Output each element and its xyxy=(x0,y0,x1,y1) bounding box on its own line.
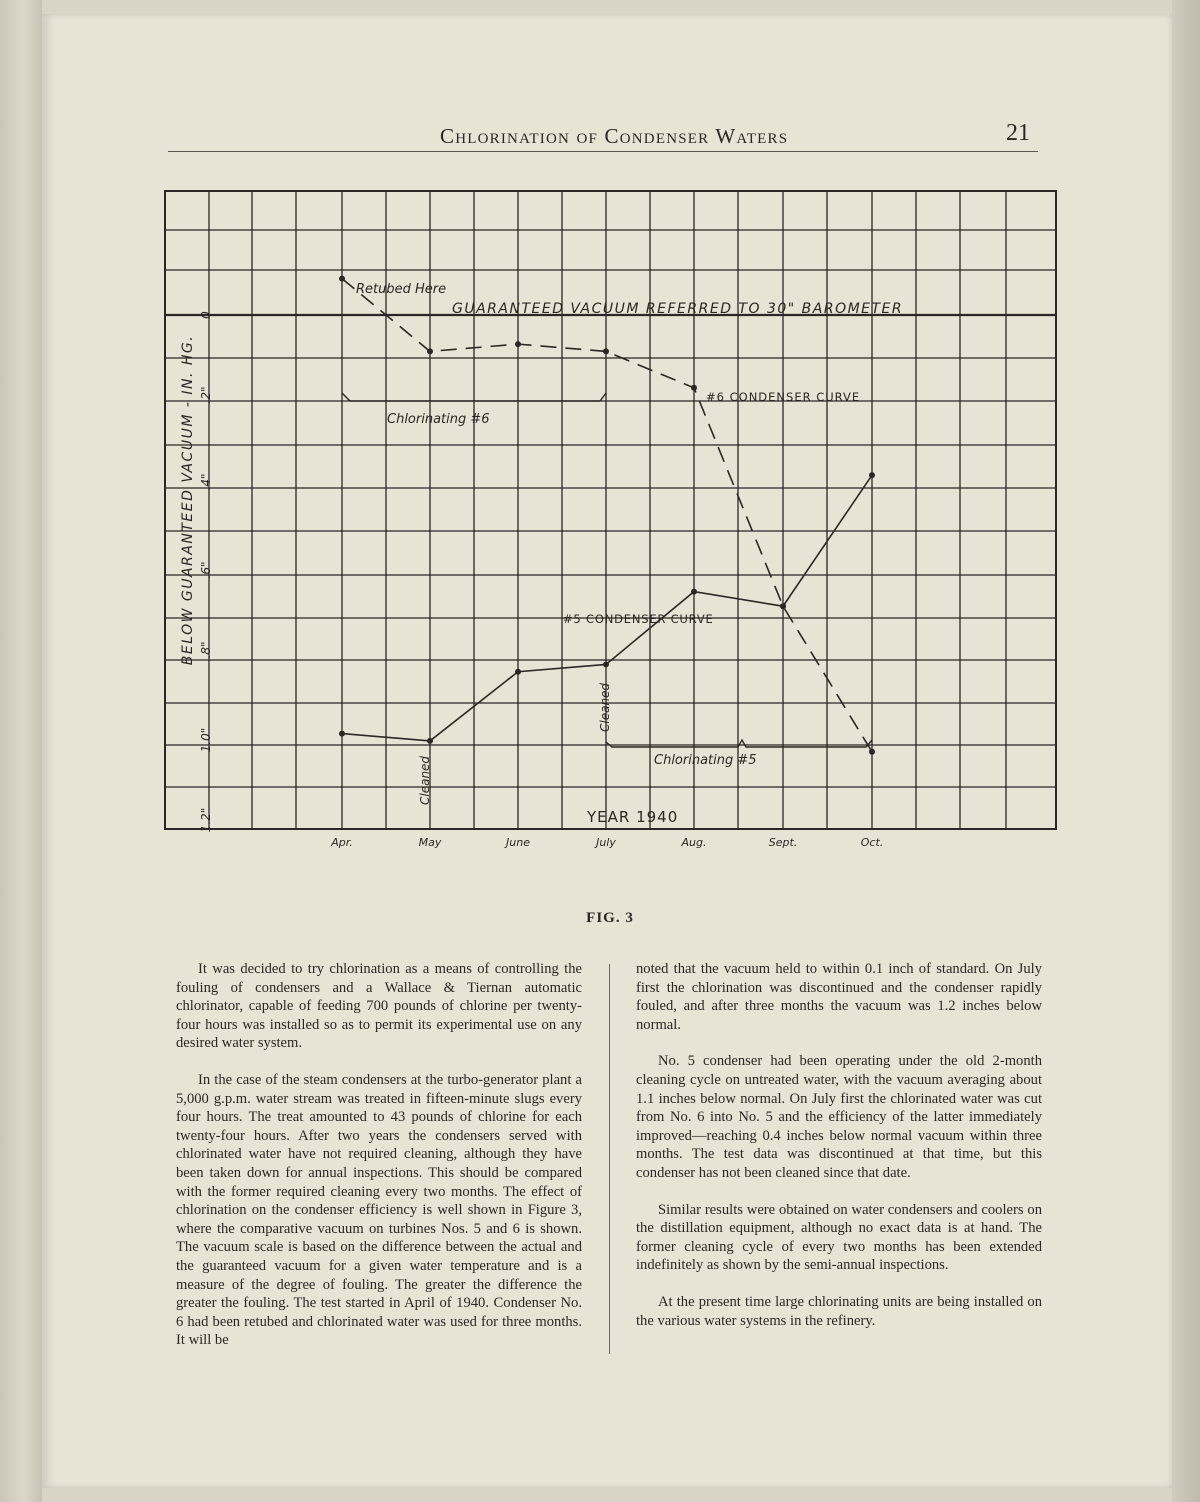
y-tick-label: 1.0" xyxy=(199,727,213,753)
running-title: Chlorination of Condenser Waters xyxy=(440,124,789,148)
guaranteed-vacuum-label: GUARANTEED VACUUM REFERRED TO 30" BAROMETER xyxy=(452,301,904,317)
left-paragraph-2: In the case of the steam condensers at the turbo-generator plant a 5,000 g.p.m. water stream was treated in fifteen-minute slugs every four hours. The treat amounted to 43 pounds of chlorine for each twenty-four hours. After two years the condensers served with chlorinated water have not required cleaning, although they have been taken down for annual inspections. This should be compared with the former required cleaning every two months. The effect of chlorination on the condenser efficiency is well shown in Figure 3, where the comparative vacuum on turbines Nos. 5 and 6 is shown. The vacuum scale is based on the difference between the actual and the guaranteed vacuum for a given water temperature and is a measure of the degree of fouling. The greater the difference the greater the fouling. The test started in April of 1940. Condenser No. 6 had been retubed and chlorinated water was used for three months. It will be xyxy=(176,1071,582,1349)
series-6-point xyxy=(691,385,697,391)
chlorinating6-label: Chlorinating #6 xyxy=(387,412,490,427)
series-6-point xyxy=(603,348,609,354)
x-tick-label: May xyxy=(418,836,442,849)
x-tick-label: Oct. xyxy=(860,836,884,849)
x-tick-label: June xyxy=(506,836,530,849)
right-column xyxy=(636,960,1042,1348)
chart-series xyxy=(339,276,875,755)
right-paragraph-4: At the present time large chlorinating units are being installed on the various water systems in the refinery. xyxy=(636,1293,1042,1329)
retubed-label: Retubed Here xyxy=(356,282,447,297)
chlorinating5-label: Chlorinating #5 xyxy=(654,753,757,768)
series-5-point xyxy=(427,738,433,744)
x-tick-label: July xyxy=(596,836,616,849)
x-tick-label: Aug. xyxy=(681,836,707,849)
series-5-point xyxy=(691,589,697,595)
right-paragraph-2: No. 5 condenser had been operating under the old 2-month cleaning cycle on untreated water, with the vacuum averaging about 1.1 inches below normal. On July first the chlorinated water was cut from No. 6 into No. 5 and the efficiency of the latter immediately improved—reaching 0.4 inches below normal vacuum within three months. The test data was discontinued at that time, but this condenser has not been cleaned since that date. xyxy=(636,1053,1042,1181)
right-paragraph-3: Similar results were obtained on water condensers and coolers on the distillation equipment, although no exact data is at hand. The former cleaning cycle of every two months has been extended indefinitely as shown by the semi-annual inspections. xyxy=(636,1201,1042,1274)
chlorinating5-bracket xyxy=(606,740,872,747)
y-tick-label: .4" xyxy=(199,473,213,491)
series-5-point xyxy=(780,603,786,609)
figure-caption: FIG. 3 xyxy=(586,910,634,926)
right-paragraph-1: noted that the vacuum held to within 0.1 inch of standard. On July first the chlorination was discontinued and the condenser rapidly fouled, and after three months the vacuum was 1.2 inches below normal. xyxy=(636,961,1042,1033)
y-tick-label: .8" xyxy=(199,641,213,659)
series-5-point xyxy=(603,661,609,667)
cleaned-july-label: Cleaned xyxy=(598,682,612,732)
y-tick-label: .6" xyxy=(199,561,213,579)
series-6-point xyxy=(869,749,875,755)
y-axis-label: BELOW GUARANTEED VACUUM - IN. HG. xyxy=(180,334,196,666)
series-5-point xyxy=(869,472,875,478)
chart-frame xyxy=(165,191,1056,829)
cleaned-may-label: Cleaned xyxy=(418,755,432,805)
series-6-point xyxy=(427,348,433,354)
left-column xyxy=(176,960,582,1368)
series-5-point xyxy=(339,731,345,737)
curve5-label: #5 CONDENSER CURVE xyxy=(563,612,714,626)
year-label: YEAR 1940 xyxy=(587,808,679,826)
page-number: 21 xyxy=(1006,120,1030,146)
x-tick-label: Sept. xyxy=(768,836,798,849)
series-5-point xyxy=(515,669,521,675)
x-tick-label: Apr. xyxy=(331,836,353,849)
series-6-point xyxy=(339,276,345,282)
column-divider xyxy=(609,964,610,1354)
y-tick-label: 1.2" xyxy=(199,807,213,833)
y-tick-label: 0 xyxy=(199,311,213,319)
series-6-point xyxy=(515,341,521,347)
curve6-label: #6 CONDENSER CURVE xyxy=(706,390,861,404)
left-paragraph-1: It was decided to try chlorination as a means of controlling the fouling of condensers and a Wallace & Tiernan automatic chlorinator, capable of feeding 700 pounds of chlorine per twenty-four hours was installed so as to permit its experimental use on any desired water system. xyxy=(176,961,582,1052)
y-tick-label: .2" xyxy=(199,386,213,404)
chart-grid xyxy=(165,191,1056,829)
